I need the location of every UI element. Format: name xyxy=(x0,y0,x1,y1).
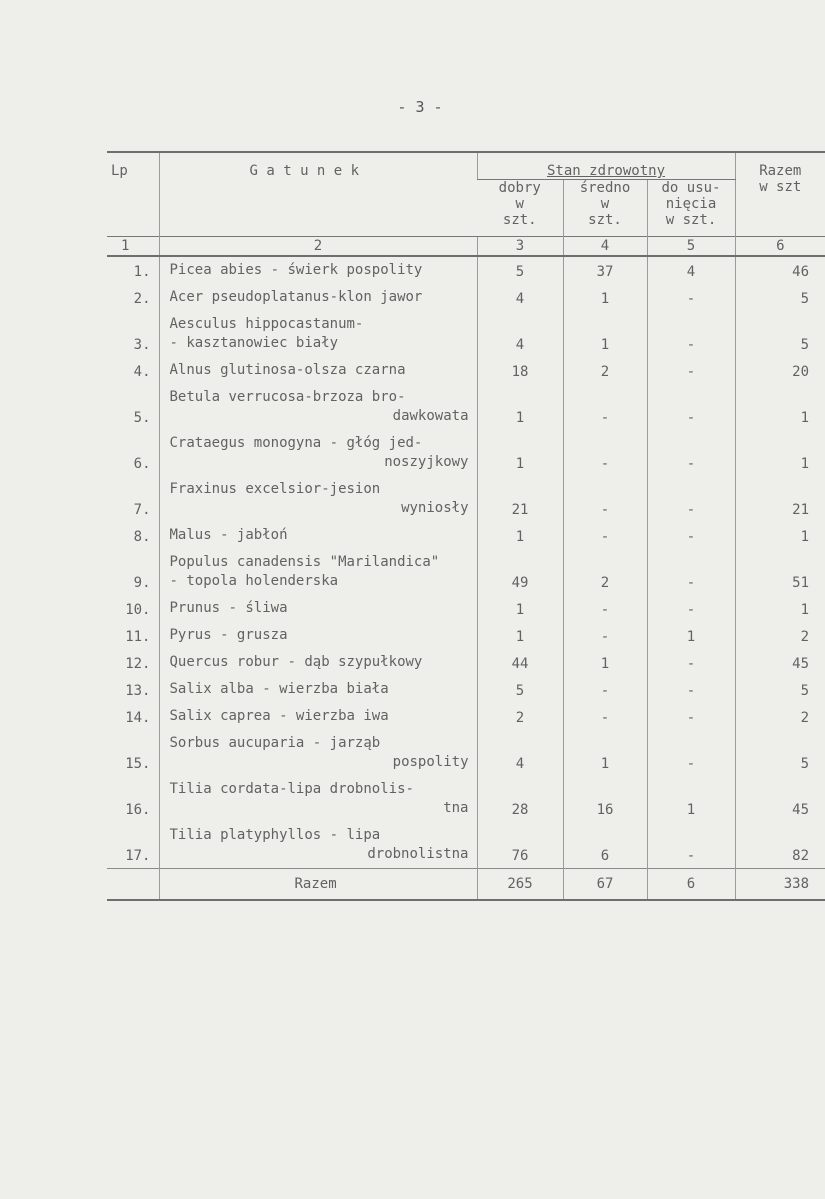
row-species-name xyxy=(159,357,477,384)
row-do-usuniecia: - xyxy=(647,357,735,384)
table-row xyxy=(107,284,825,311)
header-sredno xyxy=(563,180,647,237)
row-dobry: 4 xyxy=(477,284,563,311)
row-do-usuniecia: - xyxy=(647,476,735,522)
table-row xyxy=(107,649,825,676)
row-species-name xyxy=(159,703,477,730)
row-dobry: 28 xyxy=(477,776,563,822)
row-species-name xyxy=(159,730,477,776)
row-species-name xyxy=(159,549,477,595)
row-species-name xyxy=(159,284,477,311)
table-row xyxy=(107,676,825,703)
row-species-name xyxy=(159,622,477,649)
row-species-name xyxy=(159,256,477,284)
page-number: - 3 - xyxy=(397,98,443,116)
row-lp: 3. xyxy=(133,337,151,353)
table-row xyxy=(107,622,825,649)
row-do-usuniecia: - xyxy=(647,522,735,549)
row-lp: 4. xyxy=(133,364,151,380)
row-lp: 9. xyxy=(133,575,151,591)
species-name-line: dawkowata xyxy=(392,408,469,424)
header-usun-line3: w szt. xyxy=(665,212,717,228)
table-row xyxy=(107,730,825,776)
row-razem: 2 xyxy=(735,622,825,649)
row-sredno: 1 xyxy=(563,311,647,357)
species-name-line: Sorbus aucuparia - jarząb xyxy=(169,735,381,751)
species-name-line: - topola holenderska xyxy=(169,573,339,589)
row-razem: 1 xyxy=(735,384,825,430)
total-lp xyxy=(107,869,159,901)
species-name-line: Prunus - śliwa xyxy=(169,600,288,616)
column-number-4: 4 xyxy=(563,237,647,257)
row-razem: 21 xyxy=(735,476,825,522)
total-sredno: 67 xyxy=(563,869,647,901)
row-razem: 45 xyxy=(735,649,825,676)
row-razem: 46 xyxy=(735,256,825,284)
table-row xyxy=(107,384,825,430)
row-razem: 1 xyxy=(735,430,825,476)
row-species-name xyxy=(159,522,477,549)
header-usun-line2: nięcia xyxy=(665,196,717,212)
header-sredno-line3: szt. xyxy=(588,212,622,228)
header-sredno-line2: w xyxy=(600,196,610,212)
row-dobry: 76 xyxy=(477,822,563,869)
species-name-line: Acer pseudoplatanus-klon jawor xyxy=(169,289,423,305)
row-sredno: 16 xyxy=(563,776,647,822)
species-name-line: wyniosły xyxy=(401,500,469,516)
species-name-line: Fraxinus excelsior-jesion xyxy=(169,481,381,497)
row-species-name xyxy=(159,595,477,622)
table-row xyxy=(107,595,825,622)
row-razem: 1 xyxy=(735,595,825,622)
row-razem: 5 xyxy=(735,676,825,703)
row-dobry: 5 xyxy=(477,256,563,284)
header-dobry-line1: dobry xyxy=(498,180,541,196)
table-row xyxy=(107,703,825,730)
header-stan-zdrowotny: Stan zdrowotny xyxy=(477,152,735,180)
row-lp: 7. xyxy=(133,502,151,518)
row-lp: 8. xyxy=(133,529,151,545)
row-do-usuniecia: - xyxy=(647,595,735,622)
row-species-name xyxy=(159,476,477,522)
species-name-line: tna xyxy=(443,800,469,816)
species-name-line: Malus - jabłoń xyxy=(169,527,288,543)
table-row xyxy=(107,822,825,869)
row-dobry: 1 xyxy=(477,595,563,622)
row-do-usuniecia: - xyxy=(647,703,735,730)
total-label: Razem xyxy=(159,869,477,901)
species-name-line: Pyrus - grusza xyxy=(169,627,288,643)
row-do-usuniecia: - xyxy=(647,384,735,430)
row-do-usuniecia: - xyxy=(647,730,735,776)
header-razem-line1: Razem xyxy=(759,163,802,179)
row-do-usuniecia: - xyxy=(647,649,735,676)
row-sredno: - xyxy=(563,595,647,622)
header-razem-line2: w szt xyxy=(759,179,802,195)
row-lp: 12. xyxy=(125,656,151,672)
row-lp: 11. xyxy=(125,629,151,645)
row-do-usuniecia: - xyxy=(647,822,735,869)
column-number-2: 2 xyxy=(159,237,477,257)
table-row xyxy=(107,430,825,476)
row-dobry: 1 xyxy=(477,384,563,430)
row-dobry: 1 xyxy=(477,622,563,649)
row-dobry: 2 xyxy=(477,703,563,730)
species-name-line: Betula verrucosa-brzoza bro- xyxy=(169,389,406,405)
row-razem: 5 xyxy=(735,284,825,311)
row-razem: 82 xyxy=(735,822,825,869)
row-do-usuniecia: - xyxy=(647,284,735,311)
species-name-line: Tilia cordata-lipa drobnolis- xyxy=(169,781,414,797)
row-dobry: 4 xyxy=(477,730,563,776)
row-lp: 14. xyxy=(125,710,151,726)
row-sredno: - xyxy=(563,703,647,730)
column-number-6: 6 xyxy=(735,237,825,257)
total-razem: 338 xyxy=(735,869,825,901)
row-sredno: - xyxy=(563,384,647,430)
row-species-name xyxy=(159,822,477,869)
row-do-usuniecia: 1 xyxy=(647,622,735,649)
row-lp: 16. xyxy=(125,802,151,818)
tree-species-table xyxy=(107,151,825,901)
species-name-line: noszyjkowy xyxy=(384,454,469,470)
table-row xyxy=(107,522,825,549)
species-name-line: drobnolistna xyxy=(367,846,469,862)
table-row xyxy=(107,311,825,357)
row-dobry: 5 xyxy=(477,676,563,703)
row-dobry: 4 xyxy=(477,311,563,357)
row-lp: 6. xyxy=(133,456,151,472)
row-razem: 45 xyxy=(735,776,825,822)
row-species-name xyxy=(159,430,477,476)
row-razem: 51 xyxy=(735,549,825,595)
row-sredno: 6 xyxy=(563,822,647,869)
species-name-line: Salix caprea - wierzba iwa xyxy=(169,708,389,724)
row-dobry: 49 xyxy=(477,549,563,595)
row-species-name xyxy=(159,649,477,676)
species-name-line: Salix alba - wierzba biała xyxy=(169,681,389,697)
row-dobry: 44 xyxy=(477,649,563,676)
header-gatunek: G a t u n e k xyxy=(159,152,477,237)
column-number-5: 5 xyxy=(647,237,735,257)
header-usun-line1: do usu- xyxy=(661,180,721,196)
column-number-1: 1 xyxy=(107,237,159,257)
row-razem: 5 xyxy=(735,730,825,776)
column-number-3: 3 xyxy=(477,237,563,257)
species-name-line: Picea abies - świerk pospolity xyxy=(169,262,423,278)
row-dobry: 1 xyxy=(477,522,563,549)
row-species-name xyxy=(159,676,477,703)
row-dobry: 1 xyxy=(477,430,563,476)
row-sredno: 1 xyxy=(563,649,647,676)
species-name-line: Crataegus monogyna - głóg jed- xyxy=(169,435,423,451)
row-sredno: 1 xyxy=(563,284,647,311)
row-sredno: 2 xyxy=(563,357,647,384)
row-lp: 15. xyxy=(125,756,151,772)
species-name-line: Tilia platyphyllos - lipa xyxy=(169,827,381,843)
species-name-line: Aesculus hippocastanum- xyxy=(169,316,364,332)
row-do-usuniecia: - xyxy=(647,311,735,357)
row-lp: 2. xyxy=(133,291,151,307)
row-species-name xyxy=(159,384,477,430)
table-body xyxy=(107,256,825,869)
table-row xyxy=(107,357,825,384)
row-razem: 20 xyxy=(735,357,825,384)
row-do-usuniecia: - xyxy=(647,549,735,595)
species-name-line: pospolity xyxy=(392,754,469,770)
species-name-line: Quercus robur - dąb szypułkowy xyxy=(169,654,423,670)
row-lp: 1. xyxy=(133,264,151,280)
row-species-name xyxy=(159,311,477,357)
row-lp: 10. xyxy=(125,602,151,618)
row-sredno: 1 xyxy=(563,730,647,776)
header-dobry-line3: szt. xyxy=(502,212,537,228)
row-lp: 5. xyxy=(133,410,151,426)
row-do-usuniecia: 4 xyxy=(647,256,735,284)
row-sredno: - xyxy=(563,622,647,649)
row-dobry: 21 xyxy=(477,476,563,522)
row-do-usuniecia: 1 xyxy=(647,776,735,822)
total-row xyxy=(107,869,825,901)
row-sredno: 37 xyxy=(563,256,647,284)
header-do-usuniecia xyxy=(647,180,735,237)
row-dobry: 18 xyxy=(477,357,563,384)
row-razem: 2 xyxy=(735,703,825,730)
species-name-line: Populus canadensis "Marilandica" xyxy=(169,554,440,570)
header-sredno-line1: średno xyxy=(579,180,631,196)
table-row xyxy=(107,776,825,822)
header-razem xyxy=(735,152,825,237)
header-dobry-line2: w xyxy=(515,196,524,212)
species-name-line: Alnus glutinosa-olsza czarna xyxy=(169,362,406,378)
row-razem: 1 xyxy=(735,522,825,549)
row-sredno: - xyxy=(563,430,647,476)
header-dobry xyxy=(477,180,563,237)
row-do-usuniecia: - xyxy=(647,676,735,703)
row-species-name xyxy=(159,776,477,822)
total-usun: 6 xyxy=(647,869,735,901)
total-dobry: 265 xyxy=(477,869,563,901)
row-sredno: - xyxy=(563,476,647,522)
row-sredno: 2 xyxy=(563,549,647,595)
row-do-usuniecia: - xyxy=(647,430,735,476)
header-lp: Lp xyxy=(111,163,128,179)
table-row xyxy=(107,549,825,595)
table-row xyxy=(107,476,825,522)
table-row xyxy=(107,256,825,284)
row-sredno: - xyxy=(563,676,647,703)
row-lp: 17. xyxy=(125,848,151,864)
row-lp: 13. xyxy=(125,683,151,699)
row-razem: 5 xyxy=(735,311,825,357)
row-sredno: - xyxy=(563,522,647,549)
species-name-line: - kasztanowiec biały xyxy=(169,335,339,351)
